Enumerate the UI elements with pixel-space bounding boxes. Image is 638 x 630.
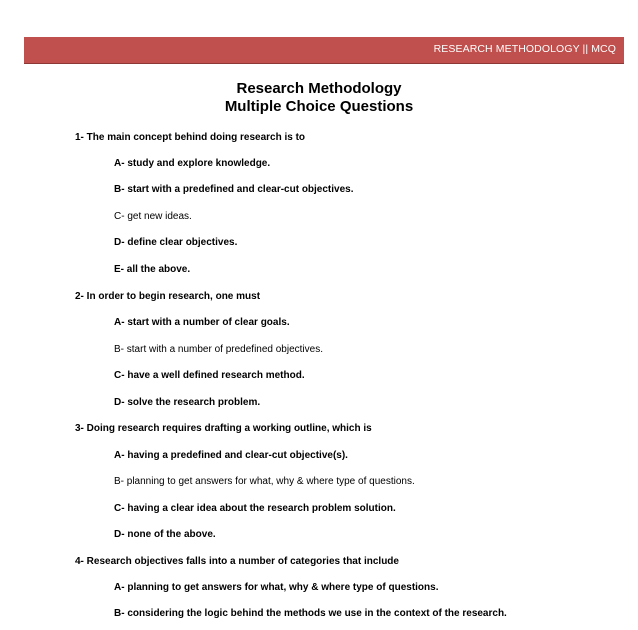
question-4-option-b: B- considering the logic behind the methods we use in the context of the research. [114, 608, 507, 619]
question-1-option-b: B- start with a predefined and clear-cut objectives. [114, 184, 354, 195]
question-1-option-e: E- all the above. [114, 264, 191, 275]
question-3: 3- Doing research requires drafting a working outline, which is [75, 423, 372, 434]
question-1-option-d: D- define clear objectives. [114, 237, 238, 248]
question-1-option-a: A- study and explore knowledge. [114, 158, 271, 169]
question-2-option-b: B- start with a number of predefined objectives. [114, 344, 323, 355]
question-3-option-b: B- planning to get answers for what, why & where type of questions. [114, 476, 415, 487]
running-header-title: RESEARCH METHODOLOGY || MCQ [433, 43, 616, 55]
question-3-option-d: D- none of the above. [114, 529, 216, 540]
running-header-bar [24, 37, 624, 64]
document-title: Research Methodology [236, 80, 402, 97]
question-2-option-a: A- start with a number of clear goals. [114, 317, 290, 328]
question-1-option-c: C- get new ideas. [114, 211, 192, 222]
question-3-option-c: C- having a clear idea about the research problem solution. [114, 503, 396, 514]
question-4: 4- Research objectives falls into a number of categories that include [75, 556, 399, 567]
question-2: 2- In order to begin research, one must [75, 291, 261, 302]
document-subtitle: Multiple Choice Questions [224, 98, 414, 115]
question-2-option-d: D- solve the research problem. [114, 397, 261, 408]
question-4-option-a: A- planning to get answers for what, why & where type of questions. [114, 582, 439, 593]
question-1: 1- The main concept behind doing research is to [75, 132, 306, 143]
question-2-option-c: C- have a well defined research method. [114, 370, 305, 381]
question-3-option-a: A- having a predefined and clear-cut objective(s). [114, 450, 348, 461]
